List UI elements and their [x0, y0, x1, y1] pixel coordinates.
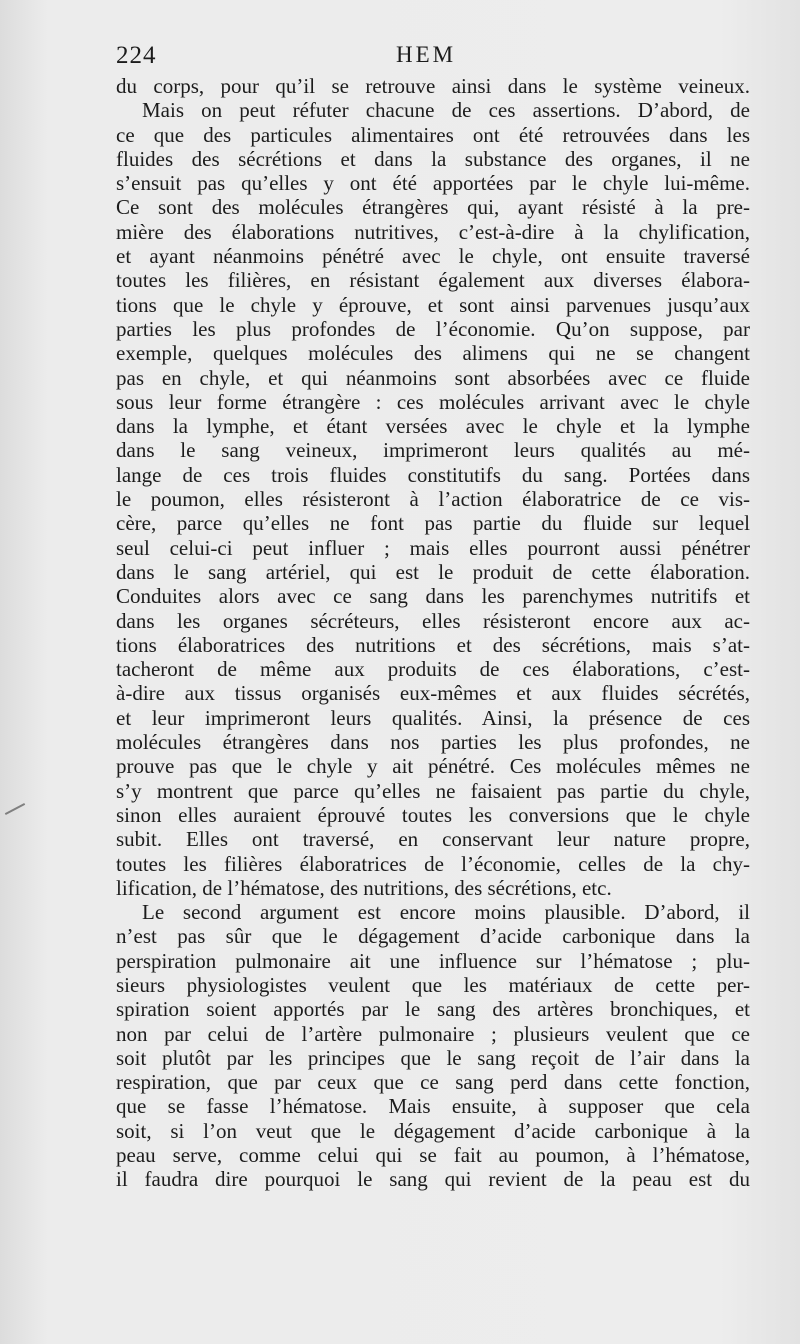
text-line: ce que des particules alimentaires ont été retrouvées dans les: [116, 122, 750, 147]
text-line: non par celui de l’artère pulmonaire ; plusieurs veulent que ce: [116, 1021, 750, 1046]
margin-pencil-mark: [5, 803, 25, 815]
text-line: perspiration pulmonaire ait une influence sur l’hématose ; plu-: [116, 948, 750, 973]
text-line: fluides des sécrétions et dans la substance des organes, il ne: [116, 146, 750, 171]
text-line: pas en chyle, et qui néanmoins sont absorbées avec ce fluide: [116, 365, 750, 390]
text-line: et ayant néanmoins pénétré avec le chyle, ont ensuite traversé: [116, 244, 750, 269]
text-line: dans la lymphe, et étant versées avec le chyle et la lymphe: [116, 414, 750, 439]
text-line: lange de ces trois fluides constitutifs du sang. Portées dans: [116, 462, 750, 487]
text-line: lification, de l’hématose, des nutritions, des sécrétions, etc.: [116, 875, 612, 900]
text-line: tions que le chyle y éprouve, et sont ainsi parvenues jusqu’aux: [116, 292, 750, 317]
text-line: parties les plus profondes de l’économie. Qu’on suppose, par: [116, 316, 750, 341]
text-line: respiration, que par ceux que ce sang perd dans cette fonction,: [116, 1070, 750, 1095]
text-line: Ce sont des molécules étrangères qui, ayant résisté à la pre-: [116, 195, 750, 220]
text-line: tacheront de même aux produits de ces élaborations, c’est-: [116, 657, 750, 682]
text-line: peau serve, comme celui qui se fait au poumon, à l’hématose,: [116, 1143, 750, 1168]
text-line: du corps, pour qu’il se retrouve ainsi dans le système veineux.: [116, 74, 750, 98]
text-line: s’ensuit pas qu’elles y ont été apportées par le chyle lui-même.: [116, 171, 750, 196]
text-line: dans les organes sécréteurs, elles résisteront encore aux ac-: [116, 608, 750, 633]
text-line: toutes les filières élaboratrices de l’économie, celles de la chy-: [116, 851, 750, 876]
text-line: exemple, quelques molécules des alimens qui ne se changent: [116, 341, 750, 366]
body-text: [116, 74, 750, 1192]
text-line: sieurs physiologistes veulent que les matériaux de cette per-: [116, 972, 750, 997]
text-line: à-dire aux tissus organisés eux-mêmes et aux fluides sécrétés,: [116, 681, 750, 706]
text-line: sinon elles auraient éprouvé toutes les conversions que le chyle: [116, 802, 750, 827]
text-line: subit. Elles ont traversé, en conservant leur nature propre,: [116, 827, 750, 852]
text-line: Mais on peut réfuter chacune de ces assertions. D’abord, de: [142, 98, 750, 123]
text-line: cère, parce qu’elles ne font pas partie du fluide sur lequel: [116, 511, 750, 536]
page-header: [116, 42, 750, 72]
text-line: Conduites alors avec ce sang dans les parenchymes nutritifs et: [116, 584, 750, 609]
text-line: toutes les filières, en résistant également aux diverses élabora-: [116, 268, 750, 293]
text-line: soit, si l’on veut que le dégagement d’acide carbonique à la: [116, 1118, 750, 1143]
text-line: et leur imprimeront leurs qualités. Ainsi, la présence de ces: [116, 705, 750, 730]
text-line: prouve pas que le chyle y ait pénétré. Ces molécules mêmes ne: [116, 754, 750, 779]
text-line: sous leur forme étrangère : ces molécules arrivant avec le chyle: [116, 389, 750, 414]
text-line: molécules étrangères dans nos parties les plus profondes, ne: [116, 730, 750, 755]
text-line: dans le sang artériel, qui est le produit de cette élaboration.: [116, 559, 750, 584]
text-line: s’y montrent que parce qu’elles ne faisaient pas partie du chyle,: [116, 778, 750, 803]
text-line: Le second argument est encore moins plausible. D’abord, il: [142, 900, 750, 925]
text-line: il faudra dire pourquoi le sang qui revient de la peau est du: [116, 1167, 750, 1192]
text-line: n’est pas sûr que le dégagement d’acide carbonique dans la: [116, 924, 750, 949]
text-line: tions élaboratrices des nutritions et des sécrétions, mais s’at-: [116, 632, 750, 657]
text-line: spiration soient apportés par le sang des artères bronchiques, et: [116, 997, 750, 1022]
text-line: le poumon, elles résisteront à l’action élaboratrice de ce vis-: [116, 487, 750, 512]
text-line: que se fasse l’hématose. Mais ensuite, à supposer que cela: [116, 1094, 750, 1119]
text-line: dans le sang veineux, imprimeront leurs qualités au mé-: [116, 438, 750, 463]
text-line: seul celui-ci peut influer ; mais elles pourront aussi pénétrer: [116, 535, 750, 560]
text-line: mière des élaborations nutritives, c’est-à-dire à la chylification,: [116, 219, 750, 244]
running-head: HEM: [396, 42, 457, 67]
text-line: soit plutôt par les principes que le sang reçoit de l’air dans la: [116, 1045, 750, 1070]
page-number: 224: [116, 42, 157, 69]
